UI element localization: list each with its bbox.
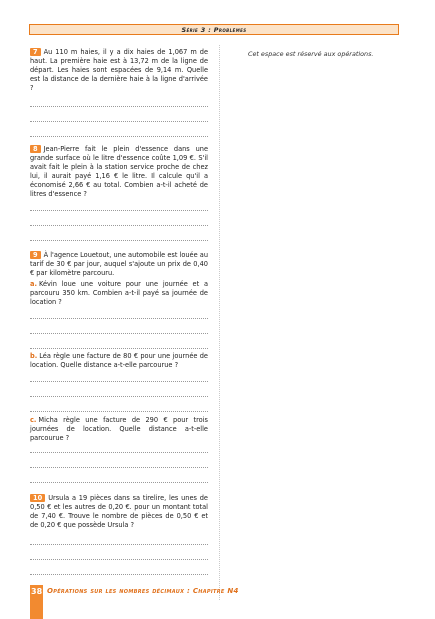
part-text: Micha règle une facture de 290 € pour trois journées de location. Quelle distance a-t-elle parcourue ? bbox=[30, 416, 208, 442]
exercise-7 bbox=[30, 48, 208, 93]
part-text: Kévin loue une voiture pour une journée et a parcouru 350 km. Combien a-t-il payé sa journée de location ? bbox=[30, 280, 208, 306]
operations-space-note: Cet espace est réservé aux opérations. bbox=[248, 50, 374, 58]
answer-line bbox=[30, 136, 208, 137]
part-label: b. bbox=[30, 352, 38, 360]
exercise-number: 8 bbox=[30, 145, 41, 153]
part-label: a. bbox=[30, 280, 37, 288]
part-text: Léa règle une facture de 80 € pour une journée de location. Quelle distance a-t-elle parcourue ? bbox=[30, 352, 208, 369]
answer-line bbox=[30, 452, 208, 453]
answer-line bbox=[30, 318, 208, 319]
exercise-10 bbox=[30, 494, 208, 530]
answer-line bbox=[30, 381, 208, 382]
exercise-text: Au 110 m haies, il y a dix haies de 1,067 m de haut. La première haie est à 13,72 m de la ligne de départ. Les haies sont espacées de 9,14 m. Quelle est la distance de la dernière haie à la ligne d'arrivée ? bbox=[30, 48, 208, 92]
exercise-9-part-c bbox=[30, 416, 208, 443]
exercise-9-part-b bbox=[30, 352, 208, 370]
answer-line bbox=[30, 467, 208, 468]
answer-line bbox=[30, 411, 208, 412]
answer-line bbox=[30, 225, 208, 226]
exercise-number: 10 bbox=[30, 494, 45, 502]
series-header bbox=[29, 24, 399, 35]
answer-line bbox=[30, 348, 208, 349]
answer-line bbox=[30, 333, 208, 334]
page-number: 38 bbox=[31, 587, 43, 596]
answer-line bbox=[30, 396, 208, 397]
exercise-9-part-a bbox=[30, 280, 208, 307]
answer-line bbox=[30, 559, 208, 560]
answer-line bbox=[30, 240, 208, 241]
part-label: c. bbox=[30, 416, 37, 424]
column-divider bbox=[219, 45, 221, 600]
answer-line bbox=[30, 574, 208, 575]
exercise-text: À l'agence Louetout, une automobile est louée au tarif de 30 € par jour, auquel s'ajoute un prix de 0,40 € par kilomètre parcouru. bbox=[30, 251, 208, 277]
exercise-text: Ursula a 19 pièces dans sa tirelire, les unes de 0,50 € et les autres de 0,20 €. pour un montant total de 7,40 €. Trouve le nombre de pièces de 0,50 € et de 0,20 € que possède Ursula ? bbox=[30, 494, 208, 529]
answer-line bbox=[30, 121, 208, 122]
exercise-text: Jean-Pierre fait le plein d'essence dans une grande surface où le litre d'essence coûte 1,09 €. S'il avait fait le plein à la station service proche de chez lui, il aurait payé 1,16 € le litre. Il calcule qu'il a économisé 2,66 € au total. Combien a-t-il acheté de litres d'essence ? bbox=[30, 145, 208, 198]
exercise-8 bbox=[30, 145, 208, 199]
answer-line bbox=[30, 482, 208, 483]
answer-line bbox=[30, 544, 208, 545]
series-title: Série 3 : Problèmes bbox=[181, 25, 247, 34]
answer-line bbox=[30, 106, 208, 107]
exercise-number: 9 bbox=[30, 251, 41, 259]
answer-line bbox=[30, 210, 208, 211]
exercise-9 bbox=[30, 251, 208, 278]
chapter-footer: Opérations sur les nombres décimaux : Chapitre N4 bbox=[47, 587, 239, 595]
exercise-number: 7 bbox=[30, 48, 41, 56]
